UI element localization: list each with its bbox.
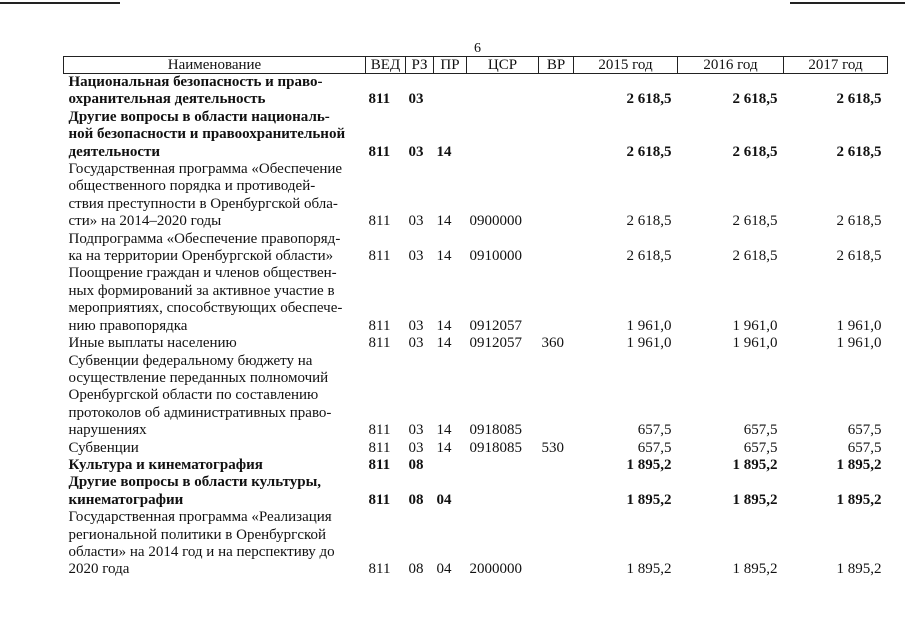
name-line: мероприятиях, способствующих обеспече- (68, 300, 343, 317)
cell-csr (467, 109, 539, 161)
cell-2016: 2 618,5 (732, 91, 778, 108)
cell-2017: 2 618,5 (836, 143, 882, 160)
table-row (64, 74, 888, 109)
cell-name (64, 109, 366, 161)
name-line: области» на 2014 год и на перспективу до (68, 543, 335, 560)
cell-ved: 811 (368, 143, 391, 160)
cell-rz: 08 (408, 561, 424, 578)
header-rz: РЗ (406, 57, 434, 74)
name-line: Субвенции (68, 439, 139, 456)
cell-pr (434, 457, 467, 474)
cell-pr: 14 (436, 439, 452, 456)
cell-pr: 14 (436, 143, 452, 160)
cell-pr: 04 (436, 561, 452, 578)
cell-name (64, 440, 366, 457)
cell-csr: 0910000 (469, 248, 522, 265)
budget-table (63, 56, 888, 579)
cell-2017: 1 895,2 (836, 561, 882, 578)
cell-2015: 657,5 (637, 422, 672, 439)
table-row (64, 335, 888, 352)
cell-pr: 14 (436, 335, 452, 352)
name-line: сти» на 2014–2020 годы (68, 213, 222, 230)
cell-2016: 1 961,0 (732, 335, 778, 352)
cell-name (64, 457, 366, 474)
cell-2015: 2 618,5 (626, 91, 672, 108)
cell-2015: 1 895,2 (626, 491, 672, 508)
name-line: Другие вопросы в области националь- (68, 108, 330, 125)
cell-2015: 657,5 (637, 439, 672, 456)
cell-pr (434, 74, 467, 109)
name-line: ствия преступности в Оренбургской обла- (68, 195, 338, 212)
cell-vr (539, 457, 574, 474)
cell-csr (467, 74, 539, 109)
table-row (64, 265, 888, 335)
cell-rz: 03 (408, 317, 424, 334)
cell-csr (467, 474, 539, 509)
cell-vr (539, 509, 574, 579)
name-line: осуществление переданных полномочий (68, 369, 329, 386)
cell-csr: 0900000 (469, 213, 522, 230)
cell-csr: 0918085 (469, 439, 522, 456)
name-line: кинематографии (68, 491, 184, 508)
table-header-row (64, 57, 888, 74)
cell-2015: 1 895,2 (626, 561, 672, 578)
cell-pr: 14 (436, 317, 452, 334)
cell-ved: 811 (368, 91, 391, 108)
table-row (64, 457, 888, 474)
cell-2017: 1 895,2 (836, 456, 882, 473)
header-2017: 2017 год (784, 57, 888, 74)
cell-ved: 811 (368, 439, 391, 456)
cell-pr: 14 (436, 422, 452, 439)
name-line: 2020 года (68, 561, 130, 578)
cell-vr (539, 474, 574, 509)
header-2016: 2016 год (678, 57, 784, 74)
cell-2016: 1 895,2 (732, 561, 778, 578)
cell-2016: 657,5 (743, 439, 778, 456)
cell-name (64, 231, 366, 266)
name-line: общественного порядка и противодей- (68, 178, 316, 195)
cell-rz: 03 (408, 91, 424, 108)
name-line: Поощрение граждан и членов обществен- (68, 265, 337, 282)
name-line: охранительная деятельность (68, 91, 266, 108)
name-line: Национальная безопасность и право- (68, 74, 323, 90)
cell-name (64, 161, 366, 231)
cell-name (64, 353, 366, 440)
cell-2017: 1 895,2 (836, 491, 882, 508)
cell-2016: 2 618,5 (732, 143, 778, 160)
cell-name (64, 265, 366, 335)
cell-2017: 2 618,5 (836, 248, 882, 265)
cell-rz: 03 (408, 422, 424, 439)
cell-rz: 03 (408, 248, 424, 265)
cell-ved: 811 (368, 561, 391, 578)
cell-2016: 1 895,2 (732, 491, 778, 508)
cell-2015: 1 961,0 (626, 317, 672, 334)
cell-2016: 1 895,2 (732, 456, 778, 473)
cell-ved: 811 (368, 422, 391, 439)
cell-ved: 811 (368, 317, 391, 334)
name-line: протоколов об административных право- (68, 404, 332, 421)
header-ved: ВЕД (366, 57, 406, 74)
table-row (64, 440, 888, 457)
cell-2015: 1 895,2 (626, 456, 672, 473)
name-line: нию правопорядка (68, 317, 188, 334)
cell-csr: 0912057 (469, 317, 522, 334)
cell-rz: 03 (408, 213, 424, 230)
cell-vr (539, 231, 574, 266)
cell-2017: 1 961,0 (836, 317, 882, 334)
table-row (64, 474, 888, 509)
cell-name (64, 474, 366, 509)
page-number: 6 (474, 41, 481, 56)
cell-2015: 1 961,0 (626, 335, 672, 352)
cell-2017: 657,5 (847, 422, 882, 439)
cell-vr (539, 265, 574, 335)
header-vr: ВР (539, 57, 574, 74)
cell-2016: 2 618,5 (732, 248, 778, 265)
header-name: Наименование (64, 57, 366, 74)
cell-vr: 530 (541, 439, 564, 456)
cell-name (64, 74, 366, 109)
cell-pr: 14 (436, 248, 452, 265)
name-line: Государственная программа «Реализация (68, 509, 332, 526)
name-line: Субвенции федеральному бюджету на (68, 352, 313, 369)
cell-2016: 2 618,5 (732, 213, 778, 230)
name-line: ных формирований за активное участие в (68, 282, 335, 299)
table-row (64, 353, 888, 440)
cell-2017: 2 618,5 (836, 213, 882, 230)
cell-2015: 2 618,5 (626, 213, 672, 230)
table-body (64, 74, 888, 579)
cell-2017: 657,5 (847, 439, 882, 456)
cell-ved: 811 (368, 248, 391, 265)
cell-csr: 0912057 (469, 335, 522, 352)
name-line: нарушениях (68, 422, 147, 439)
name-line: Культура и кинематография (68, 456, 263, 473)
cell-vr (539, 109, 574, 161)
cell-name (64, 509, 366, 579)
cell-pr: 14 (436, 213, 452, 230)
name-line: Другие вопросы в области культуры, (68, 474, 322, 491)
name-line: ной безопасности и правоохранительной (68, 126, 346, 143)
name-line: Подпрограмма «Обеспечение правопоряд- (68, 230, 341, 247)
table-row (64, 109, 888, 161)
cell-2017: 1 961,0 (836, 335, 882, 352)
name-line: Оренбургской области по составлению (68, 387, 319, 404)
cell-rz: 03 (408, 439, 424, 456)
cell-csr: 2000000 (469, 561, 522, 578)
cell-vr (539, 74, 574, 109)
cell-2017: 2 618,5 (836, 91, 882, 108)
header-csr: ЦСР (467, 57, 539, 74)
cell-ved: 811 (368, 491, 391, 508)
name-line: региональной политики в Оренбургской (68, 526, 327, 543)
cell-csr (467, 457, 539, 474)
name-line: Иные выплаты населению (68, 335, 237, 352)
cell-csr: 0918085 (469, 422, 522, 439)
table-row (64, 161, 888, 231)
table-row (64, 231, 888, 266)
cell-2016: 1 961,0 (732, 317, 778, 334)
cell-rz: 08 (408, 456, 424, 473)
cell-name (64, 335, 366, 352)
cell-ved: 811 (368, 456, 391, 473)
cell-2016: 657,5 (743, 422, 778, 439)
cell-rz: 08 (408, 491, 424, 508)
top-border-line (790, 2, 905, 4)
cell-ved: 811 (368, 213, 391, 230)
cell-vr: 360 (541, 335, 564, 352)
header-pr: ПР (434, 57, 467, 74)
cell-vr (539, 353, 574, 440)
name-line: ка на территории Оренбургской области» (68, 248, 334, 265)
cell-ved: 811 (368, 335, 391, 352)
cell-2015: 2 618,5 (626, 143, 672, 160)
header-2015: 2015 год (574, 57, 678, 74)
top-border-line (0, 2, 120, 4)
cell-vr (539, 161, 574, 231)
name-line: деятельности (68, 143, 161, 160)
cell-2015: 2 618,5 (626, 248, 672, 265)
cell-rz: 03 (408, 335, 424, 352)
name-line: Государственная программа «Обеспечение (68, 161, 343, 178)
table-row (64, 509, 888, 579)
cell-rz: 03 (408, 143, 424, 160)
cell-pr: 04 (436, 491, 452, 508)
